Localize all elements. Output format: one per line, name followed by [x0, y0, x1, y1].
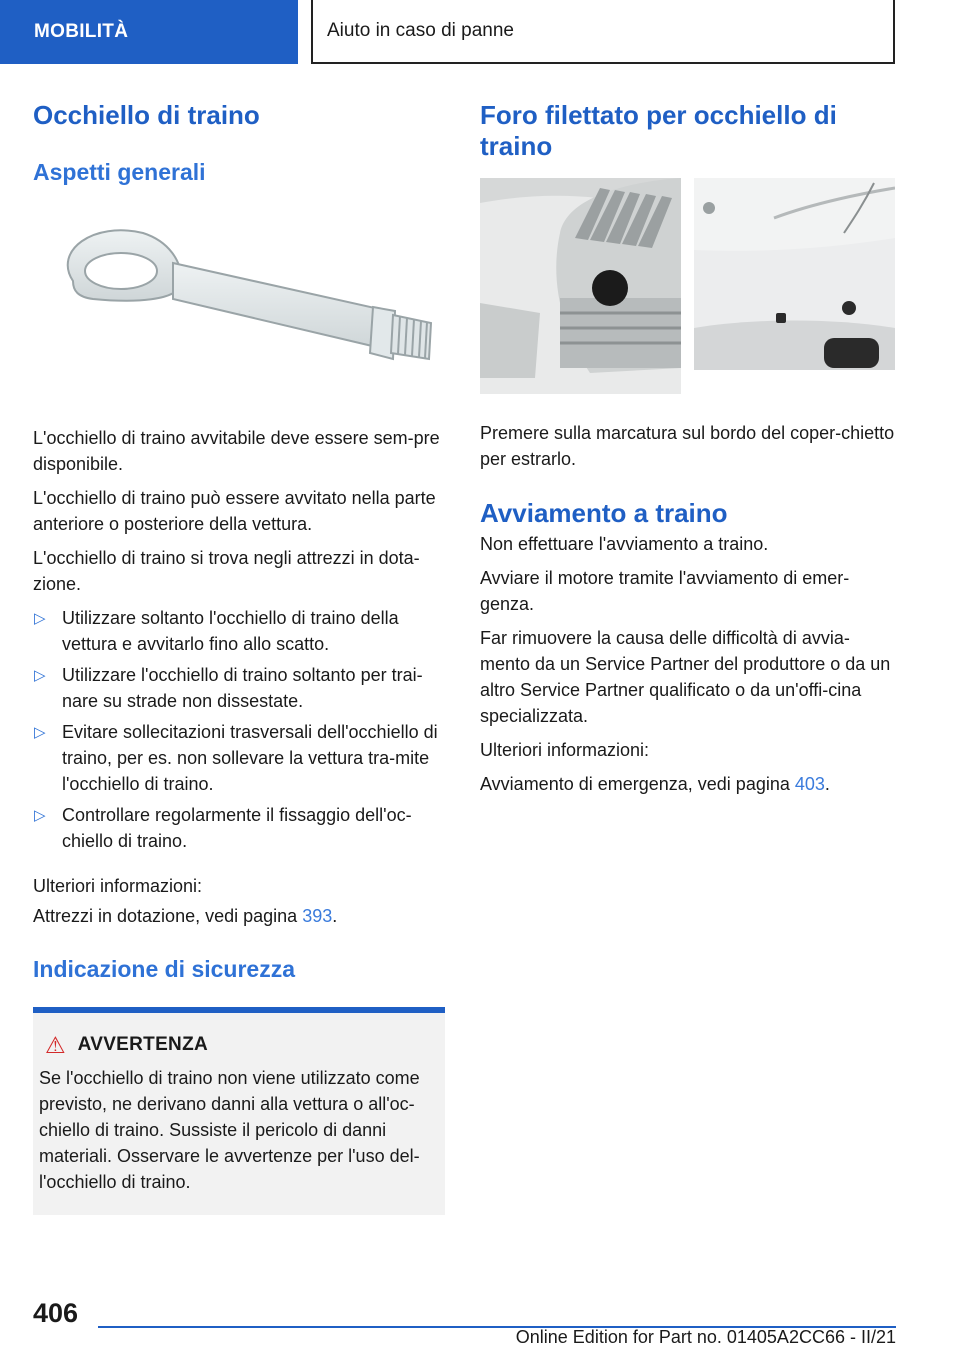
triangle-right-icon: ▷: [34, 724, 46, 741]
heading-tow-eye: Occhiello di traino: [33, 100, 260, 130]
chapter-title: Aiuto in caso di panne: [327, 20, 514, 41]
heading-tow-start: Avviamento a traino: [480, 498, 728, 528]
warning-title: AVVERTENZA: [77, 1034, 209, 1055]
warning-body: Se l'occhiello di traino non viene utilizzato come previsto, ne derivano danni alla vettura o all'oc-chiello di traino. Sussiste il pericolo di danni materiali. Osservare le avvertenze per l'uso del-l'occhiello di traino.: [39, 1068, 420, 1192]
more-info-label: Ulteriori informazioni:: [480, 740, 650, 760]
heading-safety: Indicazione di sicurezza: [33, 956, 296, 982]
triangle-right-icon: ▷: [34, 610, 46, 627]
paragraph: Non effettuare l'avviamento a traino.: [480, 534, 769, 554]
chapter-header: [311, 0, 895, 64]
reference-line: Attrezzi in dotazione, vedi pagina 393.: [33, 906, 338, 926]
left-column: [33, 100, 445, 1215]
front-bumper-photo: [480, 178, 681, 394]
edition-note: Online Edition for Part no. 01405A2CC66 - II/21: [515, 1327, 896, 1347]
paragraph: L'occhiello di traino avvitabile deve essere sem-pre disponibile.: [33, 428, 440, 474]
list-item: ▷ Utilizzare soltanto l'occhiello di traino della vettura e avvitarlo fino allo scatto.: [34, 608, 399, 654]
paragraph: Avviare il motore tramite l'avviamento di emer-genza.: [480, 568, 850, 614]
page-link[interactable]: 403: [794, 774, 825, 794]
triangle-right-icon: ▷: [34, 807, 46, 824]
warning-triangle-icon: ⚠: [45, 1032, 66, 1058]
right-column: [480, 100, 895, 797]
reference-line: Avviamento di emergenza, vedi pagina 403.: [480, 774, 830, 794]
page-link[interactable]: 393: [302, 906, 333, 926]
section-tab: [0, 0, 298, 64]
list-item: ▷ Controllare regolarmente il fissaggio dell'oc-chiello di traino.: [34, 805, 412, 851]
paragraph: Far rimuovere la causa delle difficoltà di avvia-mento da un Service Partner del produttore o da un altro Service Partner qualificato o da un'offi-cina specializzata.: [480, 628, 891, 726]
tow-eye-illustration: [33, 191, 445, 421]
triangle-right-icon: ▷: [34, 667, 46, 684]
heading-general: Aspetti generali: [33, 159, 206, 185]
rear-bumper-photo: [694, 178, 895, 370]
list-item: ▷ Evitare sollecitazioni trasversali dell'occhiello di traino, per es. non sollevare la vettura tra-mite l'occhiello di traino.: [34, 722, 438, 794]
more-info-label: Ulteriori informazioni:: [33, 876, 203, 896]
photo-caption: Premere sulla marcatura sul bordo del coper-chietto per estrarlo.: [480, 423, 895, 469]
paragraph: L'occhiello di traino può essere avvitato nella parte anteriore o posteriore della vettura.: [33, 488, 436, 534]
section-label: MOBILITÀ: [34, 21, 129, 42]
page-number: 406: [33, 1298, 79, 1328]
bullet-list: [33, 605, 445, 854]
warning-box: [33, 1007, 445, 1215]
list-item: ▷ Utilizzare l'occhiello di traino soltanto per trai-nare su strade non dissestate.: [34, 665, 423, 711]
vehicle-photos: [480, 178, 895, 394]
paragraph: L'occhiello di traino si trova negli attrezzi in dota-zione.: [33, 548, 420, 594]
heading-threaded-hole: Foro filettato per occhiello di traino: [480, 100, 837, 161]
